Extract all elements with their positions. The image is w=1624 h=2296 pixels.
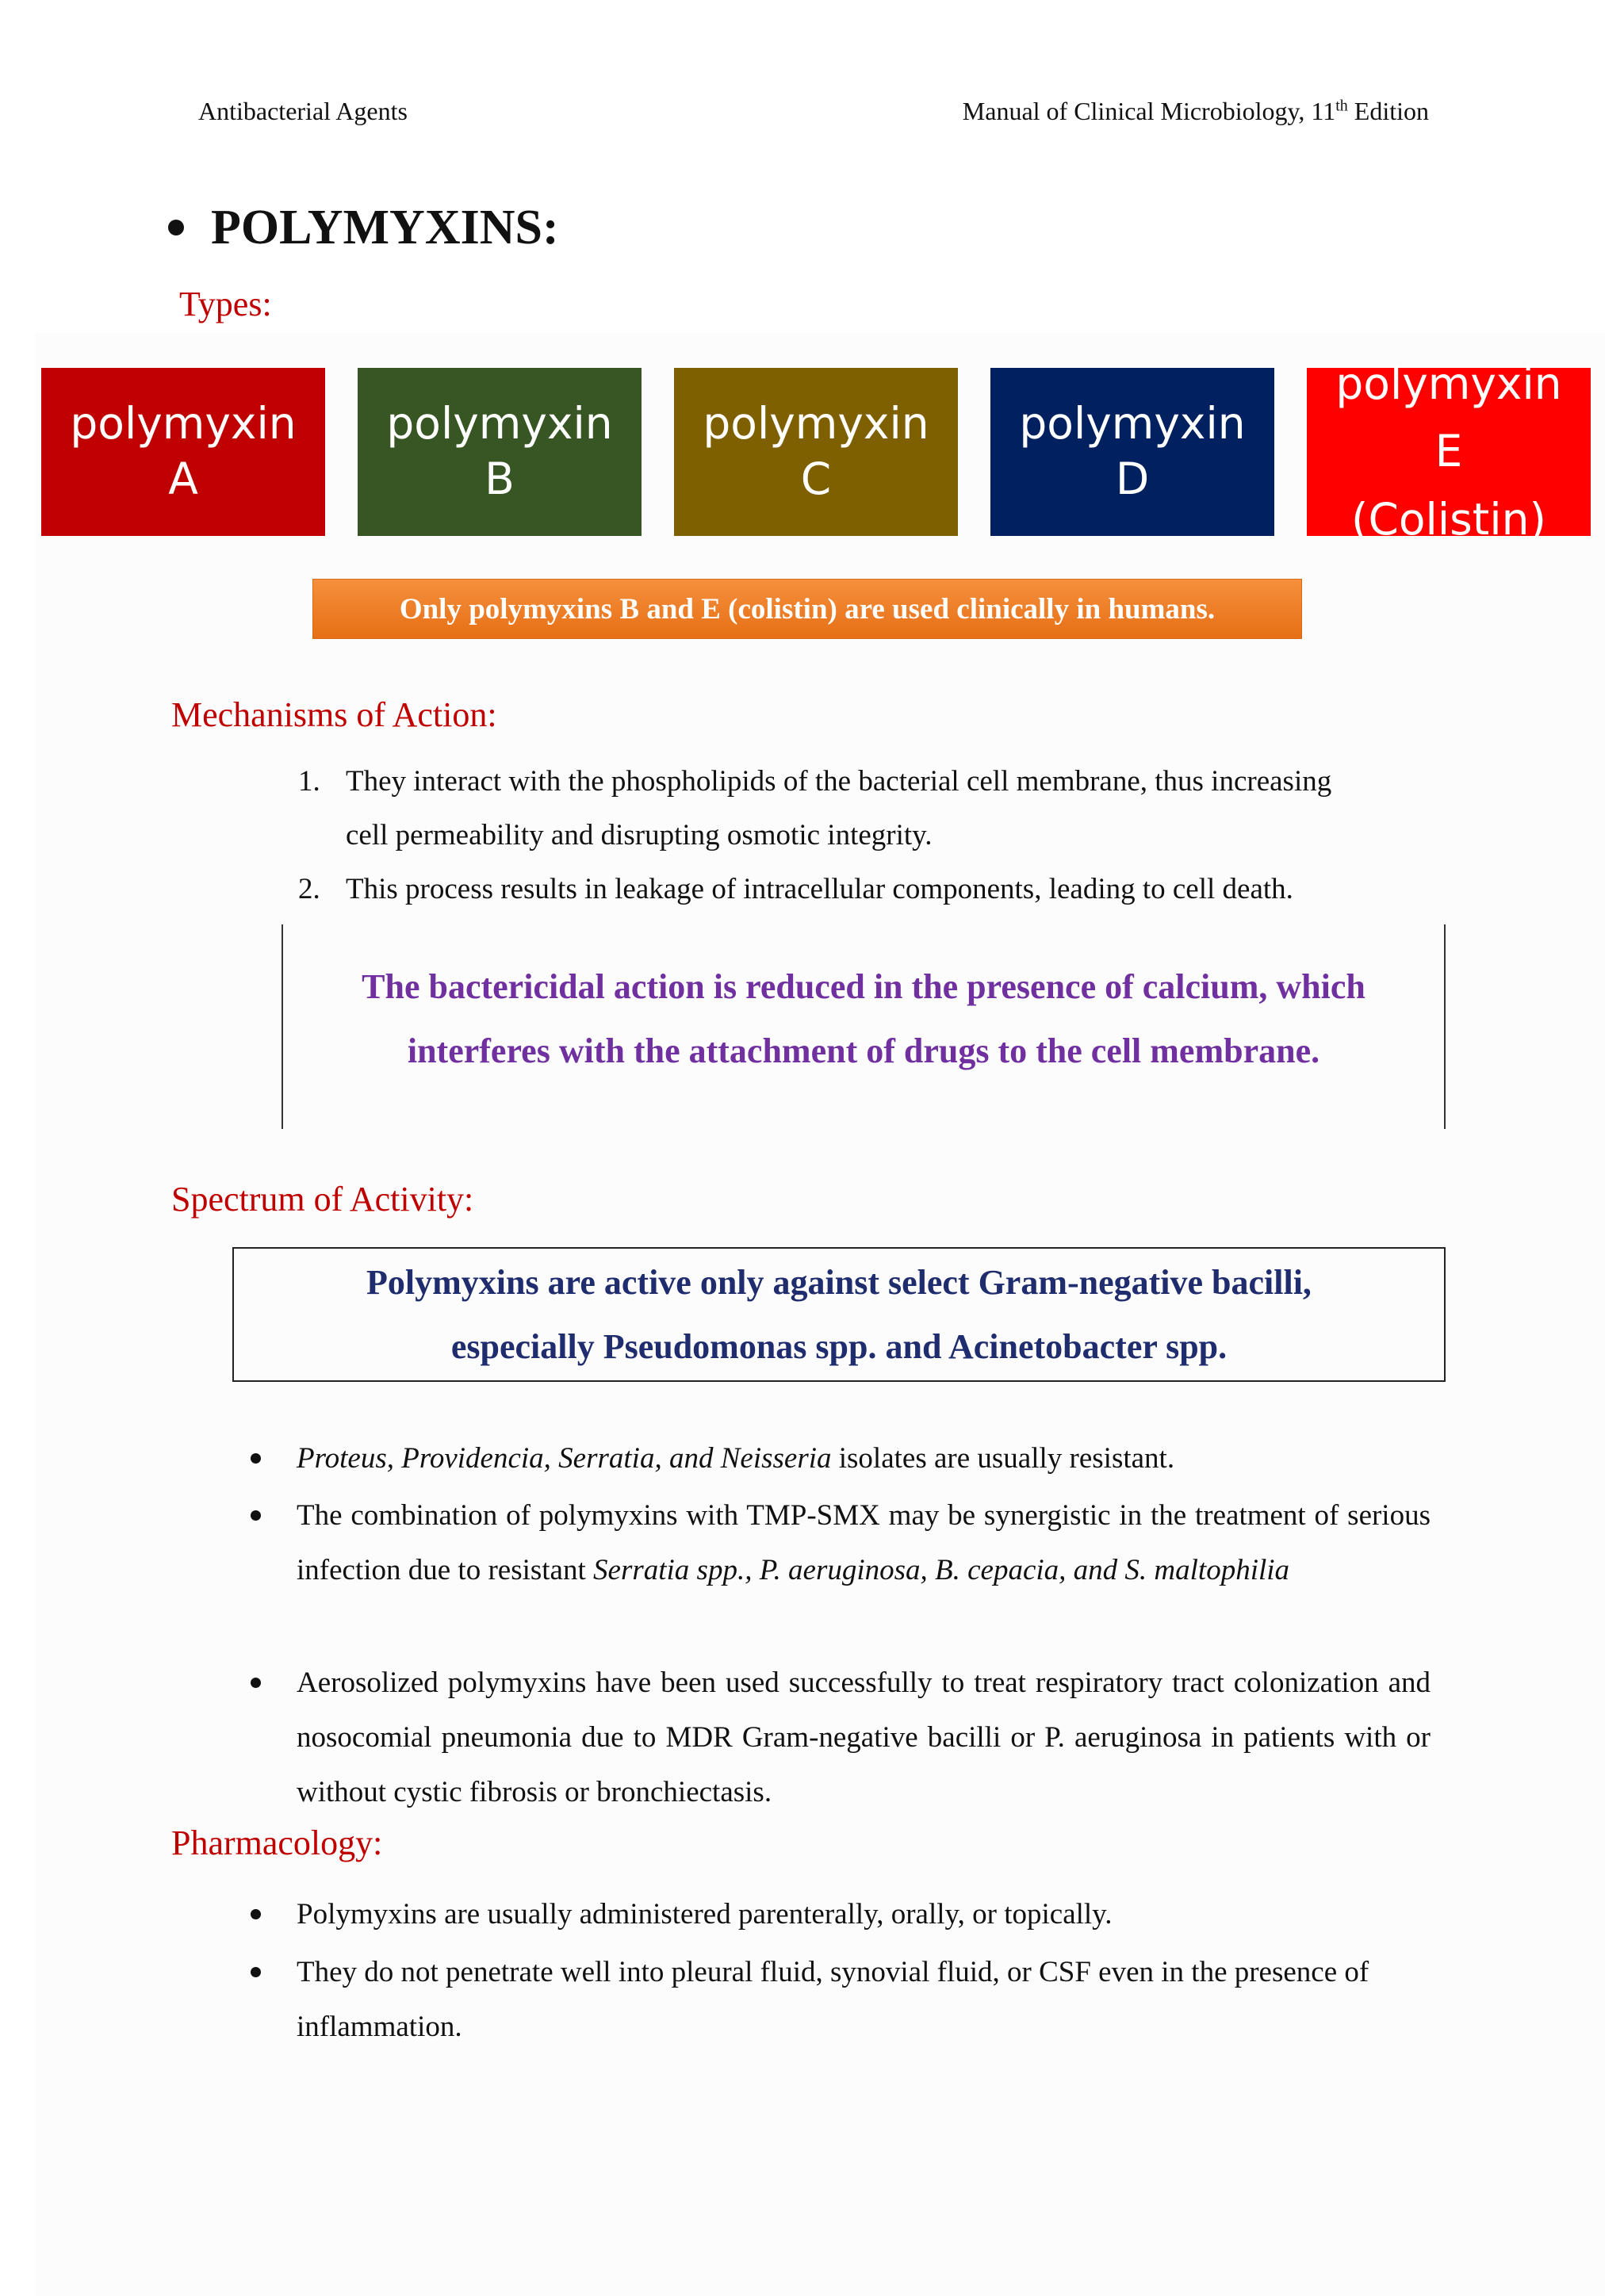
spectrum-heading: Spectrum of Activity:	[171, 1180, 474, 1219]
bullet-icon	[251, 1510, 261, 1521]
list-item: 2. This process results in leakage of intracellular components, leading to cell death.	[298, 873, 1293, 905]
bullet-icon	[251, 1453, 261, 1464]
bullet-icon	[251, 1967, 261, 1977]
calcium-note-callout: The bactericidal action is reduced in the presence of calcium, which interferes with the attachment of drugs to the cell membrane.	[282, 924, 1446, 1129]
list-item: Polymyxins are usually administered parenterally, orally, or topically.	[297, 1887, 1431, 1942]
list-item: The combination of polymyxins with TMP-SMX may be synergistic in the treatment of serious infection due to resistant Serratia spp., P. aeruginosa, B. cepacia, and S. maltophilia	[297, 1488, 1431, 1598]
bullet-icon	[251, 1909, 261, 1919]
type-box-polymyxin-b: polymyxin B	[358, 368, 642, 536]
pharmacology-heading: Pharmacology:	[171, 1823, 383, 1862]
type-box-polymyxin-e: polymyxin E (Colistin)	[1307, 368, 1591, 536]
list-item: They do not penetrate well into pleural fluid, synovial fluid, or CSF even in the presence of inflammation.	[297, 1945, 1431, 2054]
bullet-icon	[251, 1678, 261, 1688]
clinical-use-banner: Only polymyxins B and E (colistin) are used clinically in humans.	[312, 579, 1302, 639]
running-header-right: Manual of Clinical Microbiology, 11th Edition	[962, 97, 1429, 125]
type-box-polymyxin-a: polymyxin A	[41, 368, 325, 536]
type-box-polymyxin-d: polymyxin D	[990, 368, 1274, 536]
list-item: Proteus, Providencia, Serratia, and Neisseria isolates are usually resistant.	[297, 1431, 1431, 1486]
bullet-icon	[168, 220, 184, 235]
type-box-polymyxin-c: polymyxin C	[674, 368, 958, 536]
types-heading: Types:	[179, 285, 272, 323]
section-title: POLYMYXINS:	[168, 200, 559, 256]
mechanisms-list	[298, 755, 1448, 916]
mechanisms-heading: Mechanisms of Action:	[171, 695, 497, 734]
running-header-left: Antibacterial Agents	[198, 97, 408, 125]
list-item: Aerosolized polymyxins have been used successfully to treat respiratory tract colonization and nosocomial pneumonia due to MDR Gram-negative bacilli or P. aeruginosa in patients with or without cystic fibrosis or bronchiectasis.	[297, 1655, 1431, 1820]
spectrum-box: Polymyxins are active only against select Gram-negative bacilli, especially Pseudomonas spp. and Acinetobacter spp.	[232, 1247, 1446, 1382]
list-item: 1. They interact with the phospholipids of the bacterial cell membrane, thus increasing cell permeability and disrupting osmotic integrity.	[298, 765, 1332, 851]
